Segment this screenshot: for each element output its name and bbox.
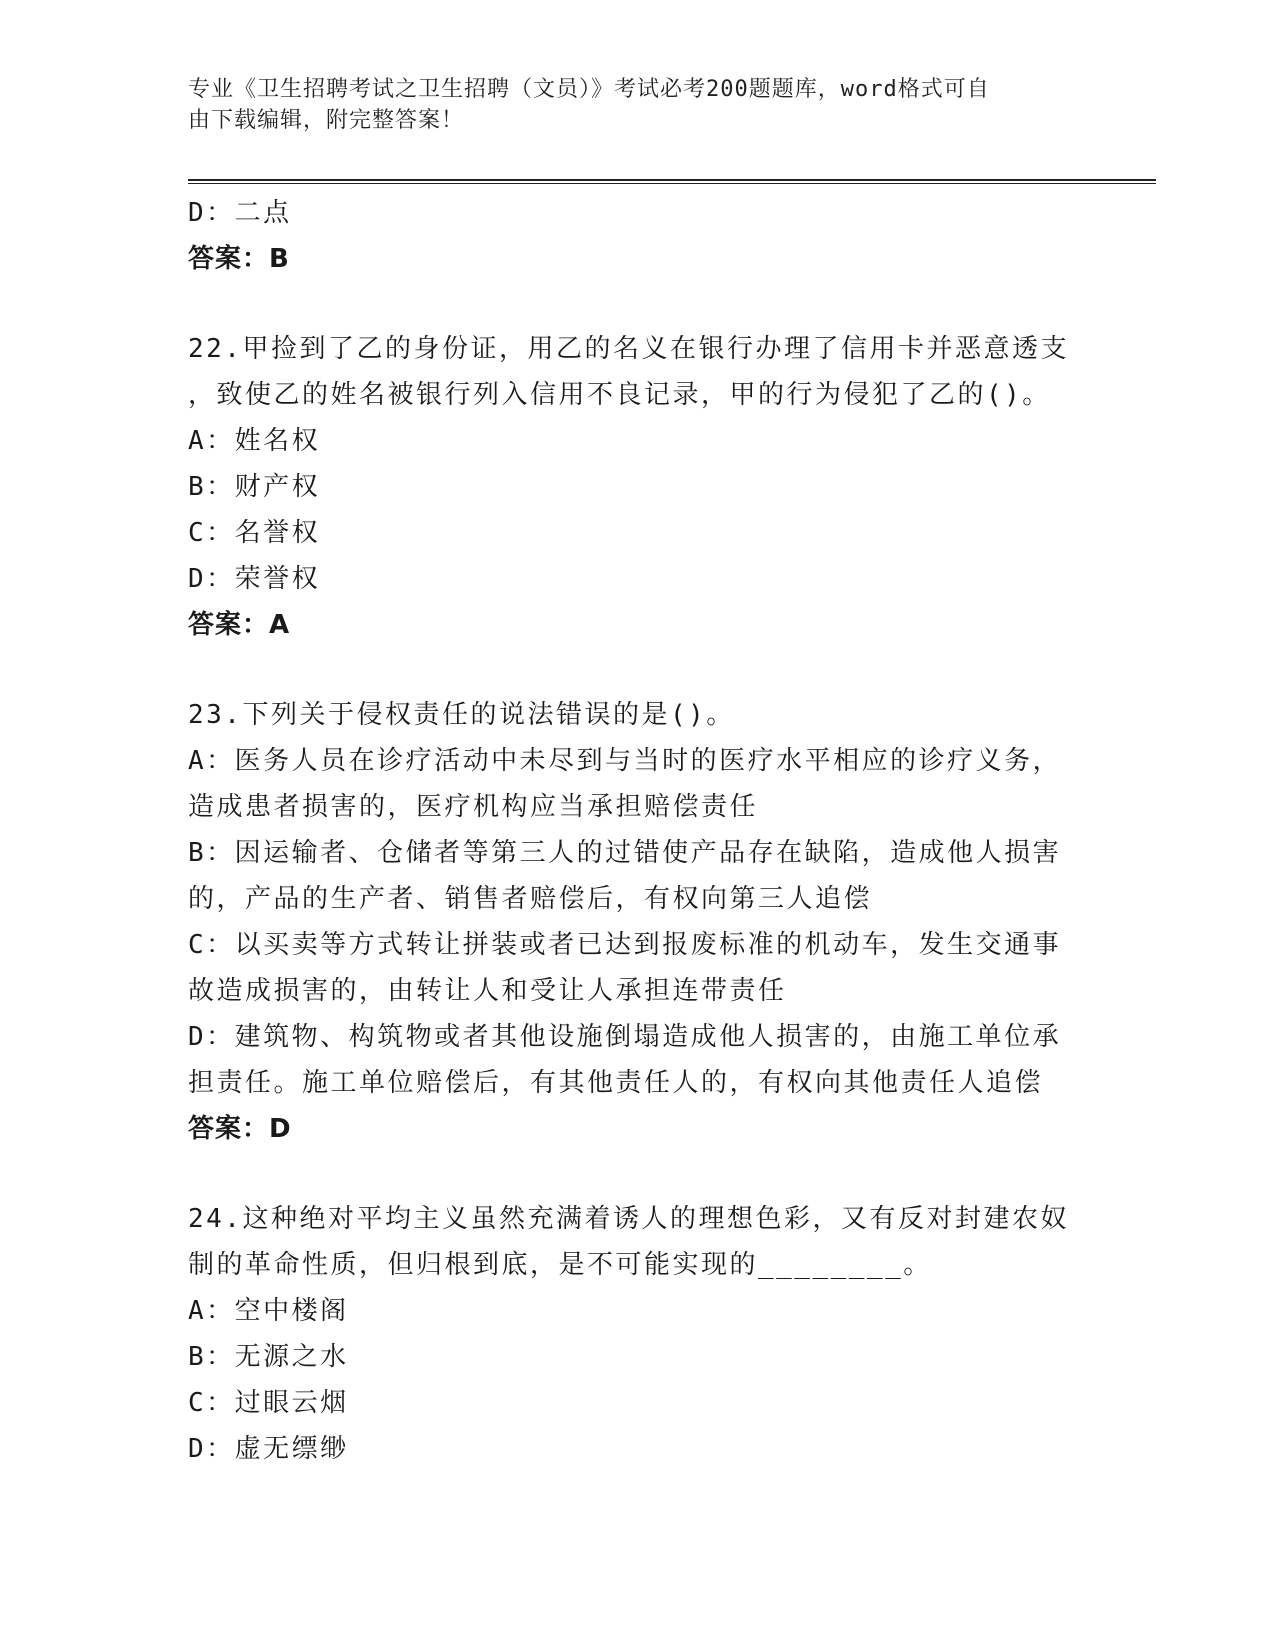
question-22 bbox=[188, 326, 1088, 648]
option-d: D：荣誉权 bbox=[188, 564, 321, 594]
option-a: A：空中楼阁 bbox=[188, 1296, 349, 1326]
option-b: B：无源之水 bbox=[188, 1342, 349, 1372]
question-stem: 23.下列关于侵权责任的说法错误的是()。 bbox=[188, 700, 735, 730]
option-d: D：虚无缥缈 bbox=[188, 1434, 349, 1464]
question-24 bbox=[188, 1196, 1088, 1472]
option-c: C：名誉权 bbox=[188, 518, 321, 548]
question-stem: 22.甲捡到了乙的身份证，用乙的名义在银行办理了信用卡并恶意透支 bbox=[188, 334, 1069, 364]
question-content bbox=[188, 190, 1088, 1472]
option-c: C：过眼云烟 bbox=[188, 1388, 349, 1418]
question-23 bbox=[188, 692, 1088, 1152]
answer-line: 答案：B bbox=[188, 244, 290, 274]
question-stem-cont: ，致使乙的姓名被银行列入信用不良记录，甲的行为侵犯了乙的()。 bbox=[188, 380, 1051, 410]
option-b-cont: 的，产品的生产者、销售者赔偿后，有权向第三人追偿 bbox=[188, 884, 873, 914]
option-b: B：因运输者、仓储者等第三人的过错使产品存在缺陷，造成他人损害 bbox=[188, 838, 1062, 868]
option-d: D：二点 bbox=[188, 198, 292, 228]
answer-line: 答案：D bbox=[188, 1114, 292, 1144]
option-b: B：财产权 bbox=[188, 472, 321, 502]
header-line-2: 由下载编辑，附完整答案！ bbox=[188, 108, 465, 133]
option-a: A：医务人员在诊疗活动中未尽到与当时的医疗水平相应的诊疗义务， bbox=[188, 746, 1062, 776]
option-a-cont: 造成患者损害的，医疗机构应当承担赔偿责任 bbox=[188, 792, 759, 822]
question-stem-cont: 制的革命性质，但归根到底，是不可能实现的________。 bbox=[188, 1250, 932, 1280]
option-c-cont: 故造成损害的，由转让人和受让人承担连带责任 bbox=[188, 976, 787, 1006]
option-d-cont: 担责任。施工单位赔偿后，有其他责任人的，有权向其他责任人追偿 bbox=[188, 1068, 1044, 1098]
previous-question-tail bbox=[188, 190, 1088, 282]
page-header bbox=[188, 74, 1088, 136]
answer-line: 答案：A bbox=[188, 610, 291, 640]
option-d: D：建筑物、构筑物或者其他设施倒塌造成他人损害的，由施工单位承 bbox=[188, 1022, 1062, 1052]
question-stem: 24.这种绝对平均主义虽然充满着诱人的理想色彩，又有反对封建农奴 bbox=[188, 1204, 1069, 1234]
header-line-1: 专业《卫生招聘考试之卫生招聘（文员）》考试必考200题题库，word格式可自 bbox=[188, 77, 990, 102]
option-a: A：姓名权 bbox=[188, 426, 321, 456]
option-c: C：以买卖等方式转让拼装或者已达到报废标准的机动车，发生交通事 bbox=[188, 930, 1062, 960]
header-divider bbox=[188, 179, 1156, 184]
